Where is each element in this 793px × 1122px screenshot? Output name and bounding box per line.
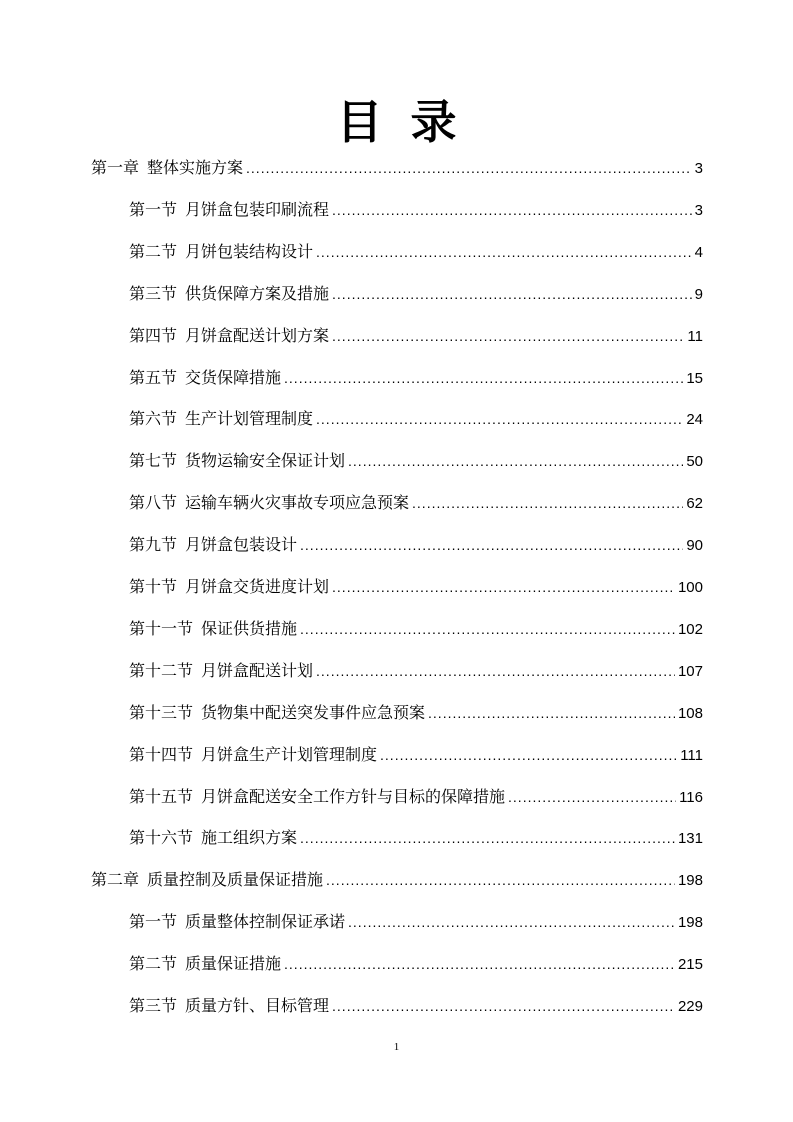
toc-dot-leader bbox=[300, 825, 675, 851]
toc-entry-title: 货物集中配送突发事件应急预案 bbox=[201, 702, 426, 722]
toc-entry-page: 15 bbox=[686, 369, 703, 387]
toc-entry-number: 第五节 bbox=[129, 367, 178, 387]
toc-entry-label bbox=[91, 867, 323, 893]
toc-entry-title: 月饼包装结构设计 bbox=[185, 241, 314, 261]
toc-entry-page: 100 bbox=[677, 579, 703, 596]
toc-entry-page: 3 bbox=[694, 160, 703, 177]
toc-entry-title: 运输车辆火灾事故专项应急预案 bbox=[185, 493, 410, 513]
toc-entry-title: 月饼盒配送计划 bbox=[201, 660, 314, 680]
toc-entry-number: 第十六节 bbox=[129, 828, 194, 848]
toc-entry-title: 整体实施方案 bbox=[147, 158, 244, 177]
toc-entry-page: 4 bbox=[694, 243, 703, 261]
toc-entry-title: 供货保障方案及措施 bbox=[185, 283, 330, 303]
page-number: 1 bbox=[393, 1041, 400, 1053]
toc-entry-title: 月饼盒交货进度计划 bbox=[185, 577, 330, 596]
toc-section-entry[interactable] bbox=[129, 239, 703, 265]
toc-section-entry[interactable] bbox=[129, 784, 703, 810]
toc-entry-number: 第一节 bbox=[129, 199, 178, 219]
toc-dot-leader bbox=[246, 155, 692, 181]
toc-chapter-entry[interactable] bbox=[91, 155, 703, 181]
toc-entry-label bbox=[129, 784, 505, 810]
toc-entry-label bbox=[129, 574, 329, 600]
toc-dot-leader bbox=[332, 281, 692, 307]
toc-entry-number: 第二节 bbox=[129, 241, 178, 261]
toc-entry-page: 9 bbox=[694, 285, 703, 303]
toc-entry-number: 第一章 bbox=[91, 158, 140, 177]
toc-entry-title: 质量控制及质量保证措施 bbox=[147, 870, 324, 890]
toc-entry-title: 交货保障措施 bbox=[185, 367, 282, 387]
toc-dot-leader bbox=[428, 700, 675, 726]
toc-entry-title: 保证供货措施 bbox=[201, 618, 298, 638]
toc-entry-label bbox=[129, 658, 313, 684]
toc-dot-leader bbox=[316, 239, 692, 265]
toc-entry-title: 月饼盒配送计划方案 bbox=[185, 325, 330, 345]
toc-entry-page: 131 bbox=[677, 830, 703, 848]
page-title-part: 录 bbox=[410, 95, 457, 149]
toc-entry-title: 生产计划管理制度 bbox=[185, 409, 314, 429]
toc-dot-leader bbox=[300, 532, 683, 558]
toc-section-entry[interactable] bbox=[129, 406, 703, 432]
toc-entry-number: 第三节 bbox=[129, 996, 178, 1015]
toc-entry-number: 第十四节 bbox=[129, 744, 194, 764]
toc-entry-title: 月饼盒包装设计 bbox=[185, 535, 298, 555]
toc-section-entry[interactable] bbox=[129, 323, 703, 349]
toc-section-entry[interactable] bbox=[129, 574, 703, 600]
toc-entry-number: 第八节 bbox=[129, 493, 178, 513]
toc-entry-page: 229 bbox=[677, 998, 703, 1015]
toc-dot-leader bbox=[348, 448, 683, 474]
toc-section-entry[interactable] bbox=[129, 532, 703, 558]
toc-dot-leader bbox=[300, 616, 675, 642]
toc-dot-leader bbox=[332, 323, 684, 349]
toc-section-entry[interactable] bbox=[129, 448, 703, 474]
toc-dot-leader bbox=[380, 742, 677, 768]
toc-section-entry[interactable] bbox=[129, 909, 703, 935]
toc-chapter-entry[interactable] bbox=[91, 867, 703, 893]
toc-section-entry[interactable] bbox=[129, 616, 703, 642]
toc-entry-page: 62 bbox=[686, 495, 703, 513]
page-title bbox=[0, 92, 793, 152]
toc-entry-label bbox=[129, 742, 377, 768]
toc-dot-leader bbox=[332, 574, 675, 600]
toc-entry-title: 施工组织方案 bbox=[201, 828, 298, 848]
toc-entry-page: 90 bbox=[686, 537, 703, 555]
toc-entry-title: 月饼盒包装印刷流程 bbox=[185, 199, 330, 219]
toc-section-entry[interactable] bbox=[129, 993, 703, 1019]
toc-entry-page: 24 bbox=[686, 411, 703, 429]
toc-entry-page: 198 bbox=[677, 914, 703, 932]
toc-dot-leader bbox=[508, 784, 676, 810]
toc-section-entry[interactable] bbox=[129, 281, 703, 307]
toc-dot-leader bbox=[326, 867, 675, 893]
toc-entry-page: 50 bbox=[686, 453, 703, 471]
toc-entry-label bbox=[129, 197, 329, 223]
page-title-part: 目 bbox=[336, 95, 383, 149]
toc-entry-label bbox=[129, 406, 313, 432]
toc-section-entry[interactable] bbox=[129, 700, 703, 726]
toc-dot-leader bbox=[348, 909, 675, 935]
toc-entry-label bbox=[129, 281, 329, 307]
toc-entry-label bbox=[91, 155, 243, 181]
toc-entry-title: 质量保证措施 bbox=[185, 954, 282, 974]
toc-dot-leader bbox=[316, 658, 675, 684]
toc-dot-leader bbox=[316, 406, 683, 432]
toc-entry-number: 第七节 bbox=[129, 451, 178, 471]
toc-entry-number: 第十一节 bbox=[129, 618, 194, 638]
toc-entry-number: 第二节 bbox=[129, 954, 178, 974]
toc-entry-title: 月饼盒生产计划管理制度 bbox=[201, 744, 378, 764]
toc-entry-label bbox=[129, 951, 281, 977]
toc-entry-label bbox=[129, 490, 409, 516]
toc-entry-page: 215 bbox=[677, 956, 703, 974]
toc-entry-page: 102 bbox=[677, 620, 703, 638]
toc-entry-number: 第二章 bbox=[91, 870, 140, 890]
toc-section-entry[interactable] bbox=[129, 825, 703, 851]
toc-entry-page: 108 bbox=[677, 704, 703, 722]
toc-entry-number: 第十节 bbox=[129, 577, 178, 596]
toc-entry-label bbox=[129, 323, 329, 349]
toc-entry-number: 第十二节 bbox=[129, 660, 194, 680]
toc-entry-number: 第四节 bbox=[129, 325, 178, 345]
toc-entry-label bbox=[129, 239, 313, 265]
toc-entry-number: 第十三节 bbox=[129, 702, 194, 722]
toc-entry-page: 107 bbox=[677, 662, 703, 680]
toc-entry-title: 月饼盒配送安全工作方针与目标的保障措施 bbox=[201, 786, 506, 806]
toc-section-entry[interactable] bbox=[129, 490, 703, 516]
toc-entry-page: 111 bbox=[680, 746, 703, 764]
toc-dot-leader bbox=[332, 993, 675, 1019]
toc-entry-label bbox=[129, 532, 297, 558]
toc-entry-title: 质量整体控制保证承诺 bbox=[185, 912, 346, 932]
toc-entry-page: 198 bbox=[677, 872, 703, 890]
toc-entry-label bbox=[129, 993, 329, 1019]
toc-section-entry[interactable] bbox=[129, 365, 703, 391]
toc-entry-number: 第三节 bbox=[129, 283, 178, 303]
toc-dot-leader bbox=[284, 951, 675, 977]
toc-entry-number: 第六节 bbox=[129, 409, 178, 429]
toc-entry-label bbox=[129, 909, 345, 935]
toc-section-entry[interactable] bbox=[129, 742, 703, 768]
toc-section-entry[interactable] bbox=[129, 658, 703, 684]
toc-entry-number: 第九节 bbox=[129, 535, 178, 555]
toc-entry-title: 质量方针、目标管理 bbox=[185, 996, 330, 1015]
toc-entry-number: 第一节 bbox=[129, 912, 178, 932]
toc-dot-leader bbox=[412, 490, 683, 516]
toc-entry-page: 116 bbox=[679, 788, 703, 806]
toc-entry-label bbox=[129, 825, 297, 851]
toc-entry-label bbox=[129, 700, 425, 726]
toc-entry-page: 11 bbox=[687, 327, 703, 345]
toc-entry-page: 3 bbox=[694, 201, 703, 219]
toc-entry-title: 货物运输安全保证计划 bbox=[185, 451, 346, 471]
toc-section-entry[interactable] bbox=[129, 951, 703, 977]
toc-section-entry[interactable] bbox=[129, 197, 703, 223]
toc-entry-label bbox=[129, 448, 345, 474]
toc-dot-leader bbox=[284, 365, 683, 391]
toc-entry-number: 第十五节 bbox=[129, 786, 194, 806]
toc-dot-leader bbox=[332, 197, 692, 223]
toc-entry-label bbox=[129, 365, 281, 391]
toc-entry-label bbox=[129, 616, 297, 642]
